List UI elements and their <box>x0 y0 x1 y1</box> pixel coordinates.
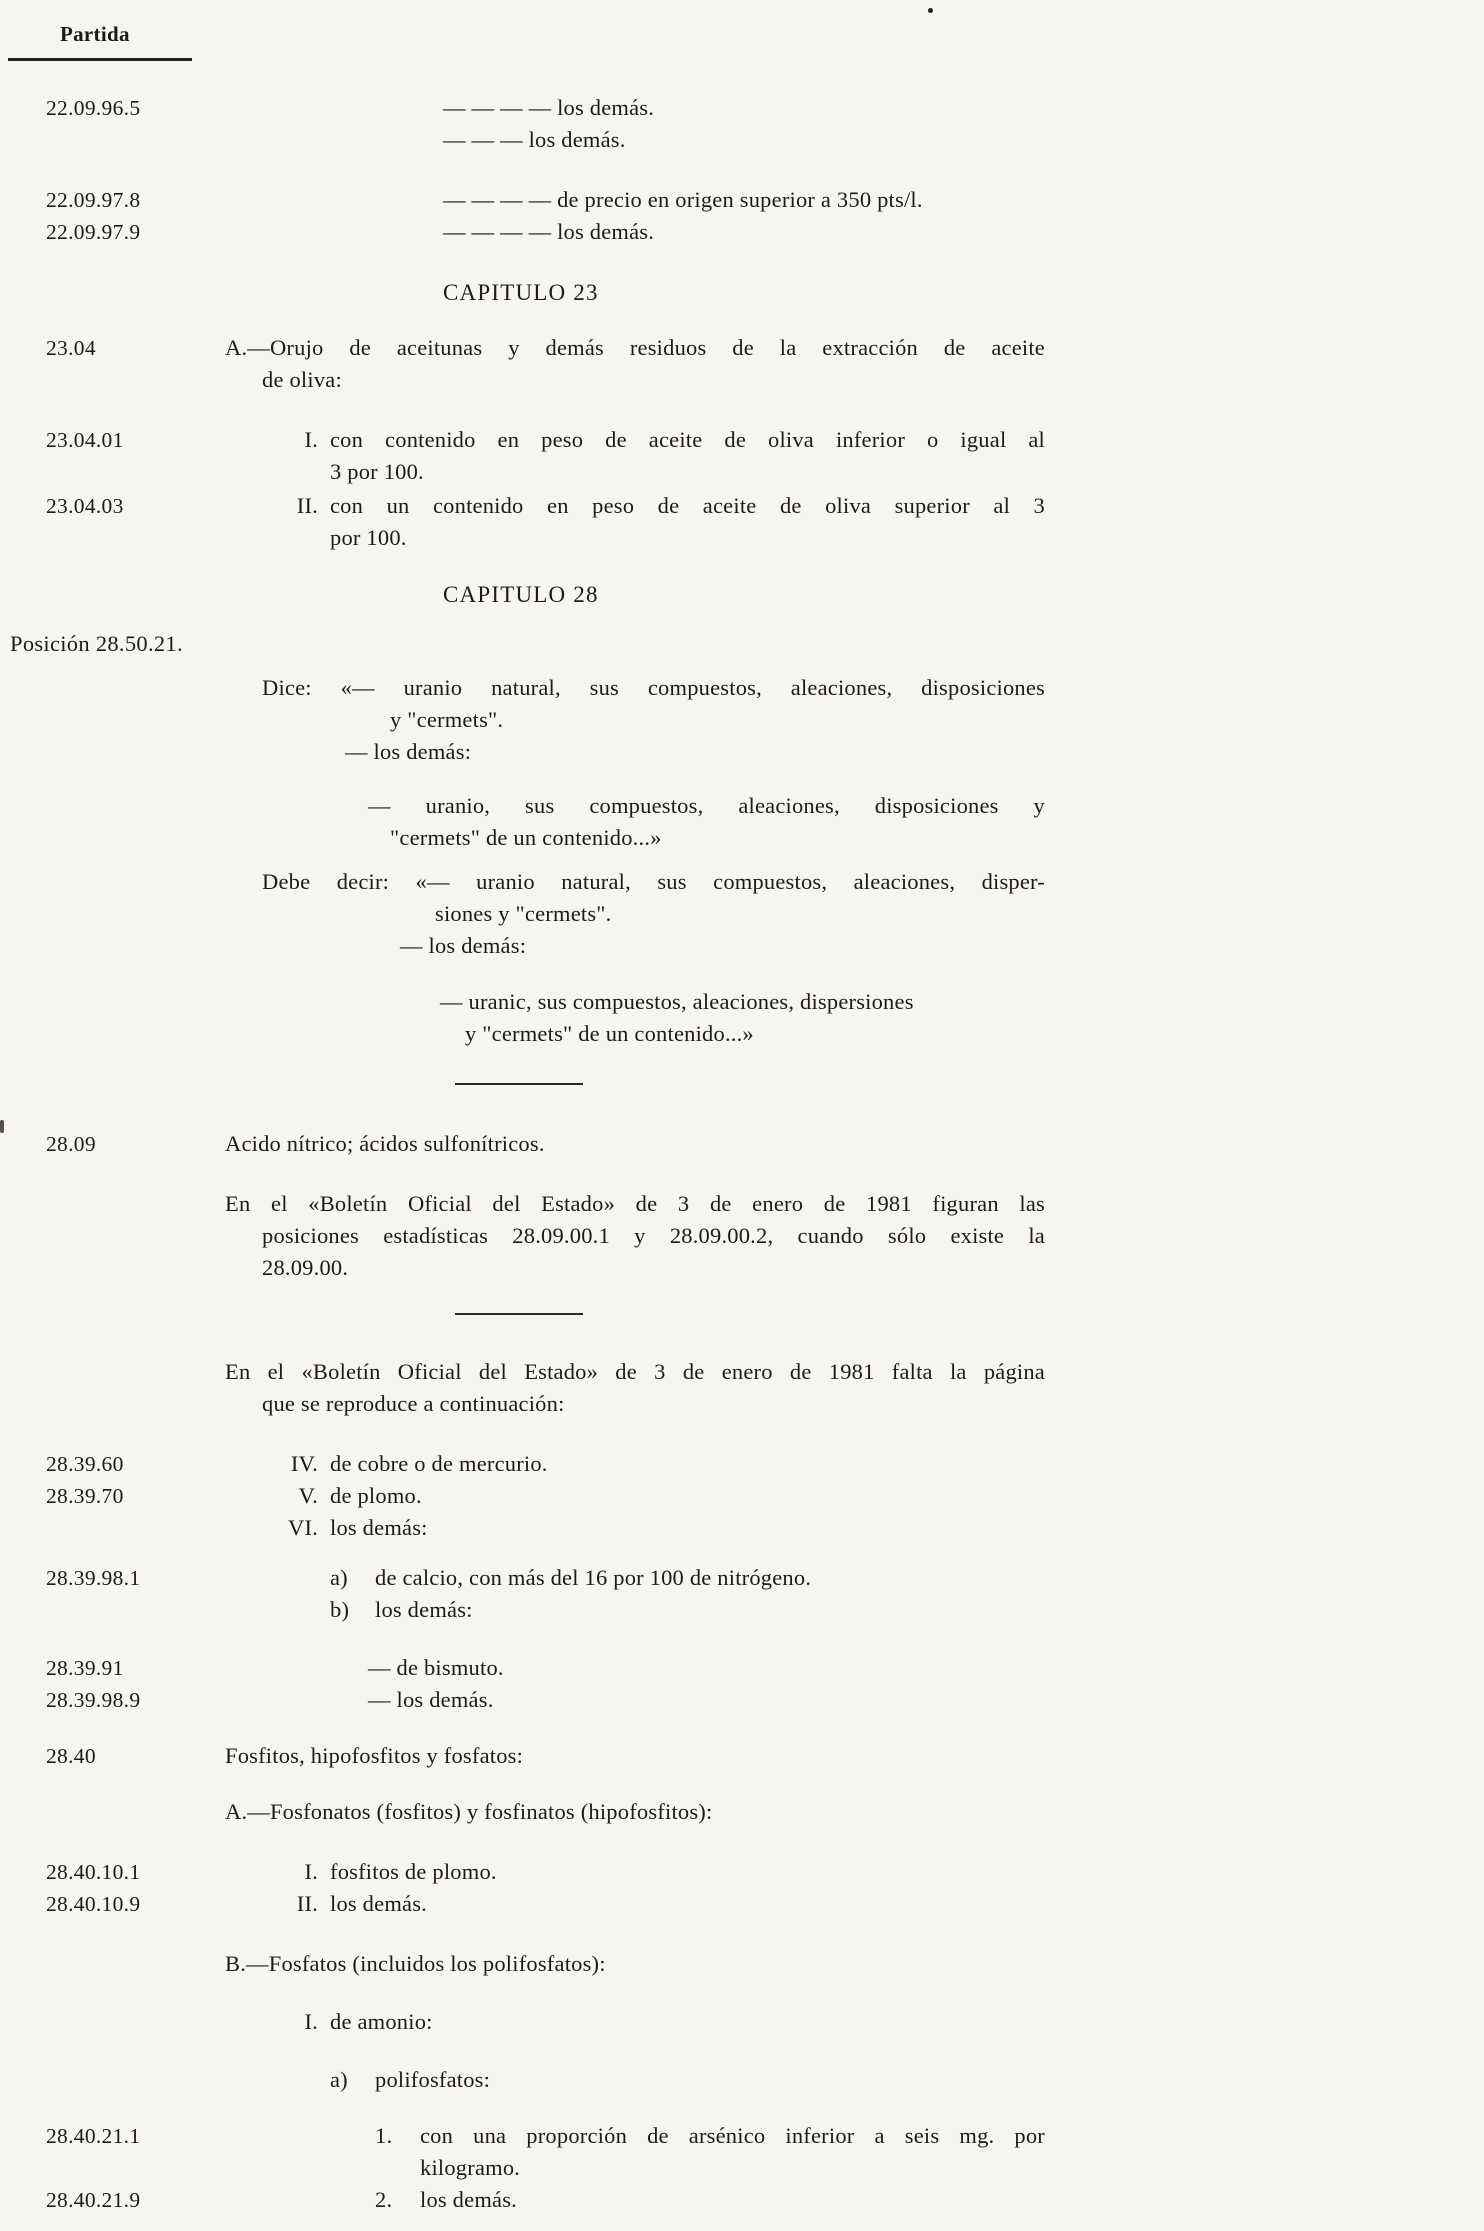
partida-code: 28.39.91 <box>46 1656 124 1680</box>
partida-code: 28.39.98.1 <box>46 1566 141 1590</box>
item-marker: I. <box>304 427 318 452</box>
partida-code: 28.09 <box>46 1132 96 1156</box>
entry-text: 28.09.00. <box>262 1255 349 1280</box>
entry-text: los demás: <box>330 1515 428 1540</box>
partida-code <box>0 1356 225 1388</box>
partida-code <box>0 1388 225 1420</box>
doc-line <box>0 1684 1484 1716</box>
partida-code: 28.40.10.9 <box>46 1892 141 1916</box>
doc-line <box>0 364 1484 396</box>
doc-line <box>0 456 1484 488</box>
partida-code <box>0 124 225 156</box>
partida-code <box>0 1252 225 1284</box>
item-marker: II. <box>296 493 318 518</box>
doc-line <box>0 1594 1484 1626</box>
doc-line <box>0 1796 1484 1828</box>
doc-line <box>0 1480 1484 1512</box>
partida-code <box>0 2064 225 2096</box>
partida-code <box>0 1594 225 1626</box>
doc-line <box>0 2120 1484 2152</box>
partida-code <box>0 790 225 822</box>
entry-text: A.—Fosfonatos (fosfitos) y fosfinatos (hipofosfitos): <box>225 1799 713 1824</box>
doc-line <box>0 1356 1484 1388</box>
partida-code <box>0 1220 225 1252</box>
entry-text: de amonio: <box>330 2009 433 2034</box>
partida-code <box>0 866 225 898</box>
partida-code <box>0 456 225 488</box>
entry-text: los demás. <box>330 1891 427 1916</box>
doc-line <box>0 1512 1484 1544</box>
partida-code <box>0 1796 225 1828</box>
doc-line <box>0 1448 1484 1480</box>
doc-line <box>0 1128 1484 1160</box>
partida-code <box>0 1312 225 1315</box>
entry-text: que se reproduce a continuación: <box>262 1391 565 1416</box>
chapter-heading: CAPITULO 28 <box>443 582 599 607</box>
doc-line <box>0 578 1484 612</box>
doc-line <box>0 332 1484 364</box>
partida-code: 28.40.21.1 <box>46 2124 141 2148</box>
partida-code: 22.09.96.5 <box>46 96 141 120</box>
partida-code <box>0 736 225 768</box>
item-marker: VI. <box>288 1515 318 1540</box>
entry-text: — — — — los demás. <box>443 95 655 120</box>
partida-code: 28.40.21.9 <box>46 2188 141 2212</box>
doc-line <box>0 898 1484 930</box>
entry-text: de oliva: <box>262 367 342 392</box>
partida-code: 28.39.60 <box>46 1452 124 1476</box>
item-marker: b) <box>330 1597 350 1622</box>
doc-line <box>0 822 1484 854</box>
entry-text: — — — los demás. <box>443 127 626 152</box>
entry-text: siones y "cermets". <box>435 901 612 926</box>
partida-code <box>0 1948 225 1980</box>
entry-text: kilogramo. <box>420 2155 521 2180</box>
doc-line <box>0 1740 1484 1772</box>
doc-line <box>0 1312 1484 1315</box>
doc-line <box>0 1388 1484 1420</box>
entry-text: — de bismuto. <box>368 1655 504 1680</box>
doc-line <box>0 1652 1484 1684</box>
doc-line <box>0 522 1484 554</box>
partida-code <box>0 704 225 736</box>
partida-code <box>0 1512 225 1544</box>
partida-code <box>0 2006 225 2038</box>
partida-code: 23.04.03 <box>46 494 124 518</box>
partida-code <box>0 898 225 930</box>
entry-text: con una proporción de arsénico inferior a seis mg. por <box>420 2123 1045 2148</box>
doc-line <box>0 124 1484 156</box>
partida-code <box>0 276 225 310</box>
doc-line <box>0 930 1484 962</box>
scan-artifact-speck <box>0 1120 4 1133</box>
entry-text: — uranic, sus compuestos, aleaciones, dispersiones <box>440 989 914 1014</box>
doc-line <box>0 92 1484 124</box>
doc-line <box>0 276 1484 310</box>
entry-text: y "cermets" de un contenido...» <box>465 1021 754 1046</box>
entry-text: los demás. <box>420 2187 517 2212</box>
entry-text: posiciones estadísticas 28.09.00.1 y 28.09.00.2, cuando sólo existe la <box>262 1223 1045 1248</box>
doc-line <box>0 1082 1484 1085</box>
partida-code: 28.40 <box>46 1744 96 1768</box>
partida-code <box>0 1188 225 1220</box>
entry-text: — los demás. <box>368 1687 494 1712</box>
item-marker: I. <box>304 2009 318 2034</box>
entry-text: — — — — los demás. <box>443 219 655 244</box>
entry-text: por 100. <box>330 525 407 550</box>
item-marker: II. <box>296 1891 318 1916</box>
partida-code <box>0 822 225 854</box>
entry-text: 3 por 100. <box>330 459 424 484</box>
item-marker: 1. <box>375 2123 393 2148</box>
doc-line <box>0 2064 1484 2096</box>
doc-line <box>0 424 1484 456</box>
partida-code <box>0 522 225 554</box>
doc-line <box>0 1888 1484 1920</box>
partida-code <box>0 2152 225 2184</box>
doc-line <box>0 2152 1484 2184</box>
entry-text: En el «Boletín Oficial del Estado» de 3 de enero de 1981 figuran las <box>225 1191 1045 1216</box>
partida-code: 28.39.70 <box>46 1484 124 1508</box>
entry-text: — — — — de precio en origen superior a 350 pts/l. <box>443 187 923 212</box>
doc-line <box>0 1562 1484 1594</box>
entry-text: y "cermets". <box>390 707 504 732</box>
doc-line <box>0 216 1484 248</box>
entry-text: — los demás: <box>400 933 527 958</box>
partida-code <box>0 986 225 1018</box>
doc-line <box>0 184 1484 216</box>
partida-code <box>0 672 225 704</box>
partida-code: 28.40.10.1 <box>46 1860 141 1884</box>
doc-line <box>0 1220 1484 1252</box>
item-marker: V. <box>298 1483 318 1508</box>
entry-text: B.—Fosfatos (incluidos los polifosfatos): <box>225 1951 606 1976</box>
entry-text: En el «Boletín Oficial del Estado» de 3 de enero de 1981 falta la página <box>225 1359 1045 1384</box>
position-reference: Posición 28.50.21. <box>10 631 183 656</box>
scan-artifact-dot <box>928 8 933 13</box>
entry-text: con contenido en peso de aceite de oliva inferior o igual al <box>330 427 1045 452</box>
entry-text: Fosfitos, hipofosfitos y fosfatos: <box>225 1743 524 1768</box>
doc-line <box>0 490 1484 522</box>
doc-line <box>0 2184 1484 2216</box>
entry-text: Debe decir: «— uranio natural, sus compuestos, aleaciones, disper- <box>262 869 1045 894</box>
partida-code <box>0 1018 225 1050</box>
doc-line <box>0 790 1484 822</box>
partida-code: 22.09.97.8 <box>46 188 141 212</box>
item-marker: I. <box>304 1859 318 1884</box>
entry-text: con un contenido en peso de aceite de oliva superior al 3 <box>330 493 1045 518</box>
entry-text: los demás: <box>375 1597 473 1622</box>
doc-line <box>0 628 1484 660</box>
doc-line <box>0 704 1484 736</box>
partida-code <box>0 930 225 962</box>
column-header-partida: Partida <box>8 18 192 61</box>
partida-code: 22.09.97.9 <box>46 220 141 244</box>
partida-code: 28.39.98.9 <box>46 1688 141 1712</box>
partida-code: 23.04 <box>46 336 96 360</box>
doc-line <box>0 736 1484 768</box>
item-marker: a) <box>330 2067 348 2092</box>
entry-text: de plomo. <box>330 1483 422 1508</box>
entry-text: "cermets" de un contenido...» <box>390 825 662 850</box>
doc-line <box>0 1252 1484 1284</box>
entry-text: Dice: «— uranio natural, sus compuestos, aleaciones, disposiciones <box>262 675 1045 700</box>
entry-text: fosfitos de plomo. <box>330 1859 497 1884</box>
partida-code: 23.04.01 <box>46 428 124 452</box>
entry-text: de calcio, con más del 16 por 100 de nitrógeno. <box>375 1565 812 1590</box>
entry-text: A.—Orujo de aceitunas y demás residuos de la extracción de aceite <box>225 335 1045 360</box>
item-marker: IV. <box>290 1451 318 1476</box>
doc-line <box>0 672 1484 704</box>
entry-text: Acido nítrico; ácidos sulfonítricos. <box>225 1131 545 1156</box>
item-marker: 2. <box>375 2187 393 2212</box>
entry-text: de cobre o de mercurio. <box>330 1451 548 1476</box>
doc-line <box>0 866 1484 898</box>
entry-text: polifosfatos: <box>375 2067 491 2092</box>
entry-text: — los demás: <box>345 739 472 764</box>
doc-line <box>0 1018 1484 1050</box>
doc-line <box>0 986 1484 1018</box>
separator-rule <box>455 1083 583 1085</box>
doc-line <box>0 1948 1484 1980</box>
item-marker: a) <box>330 1565 348 1590</box>
doc-line <box>0 2006 1484 2038</box>
chapter-heading: CAPITULO 23 <box>443 280 599 305</box>
entry-text: — uranio, sus compuestos, aleaciones, disposiciones y <box>368 793 1045 818</box>
doc-line <box>0 1856 1484 1888</box>
partida-code <box>0 578 225 612</box>
partida-code <box>0 364 225 396</box>
partida-code <box>0 1082 225 1085</box>
separator-rule <box>455 1313 583 1315</box>
doc-line <box>0 1188 1484 1220</box>
